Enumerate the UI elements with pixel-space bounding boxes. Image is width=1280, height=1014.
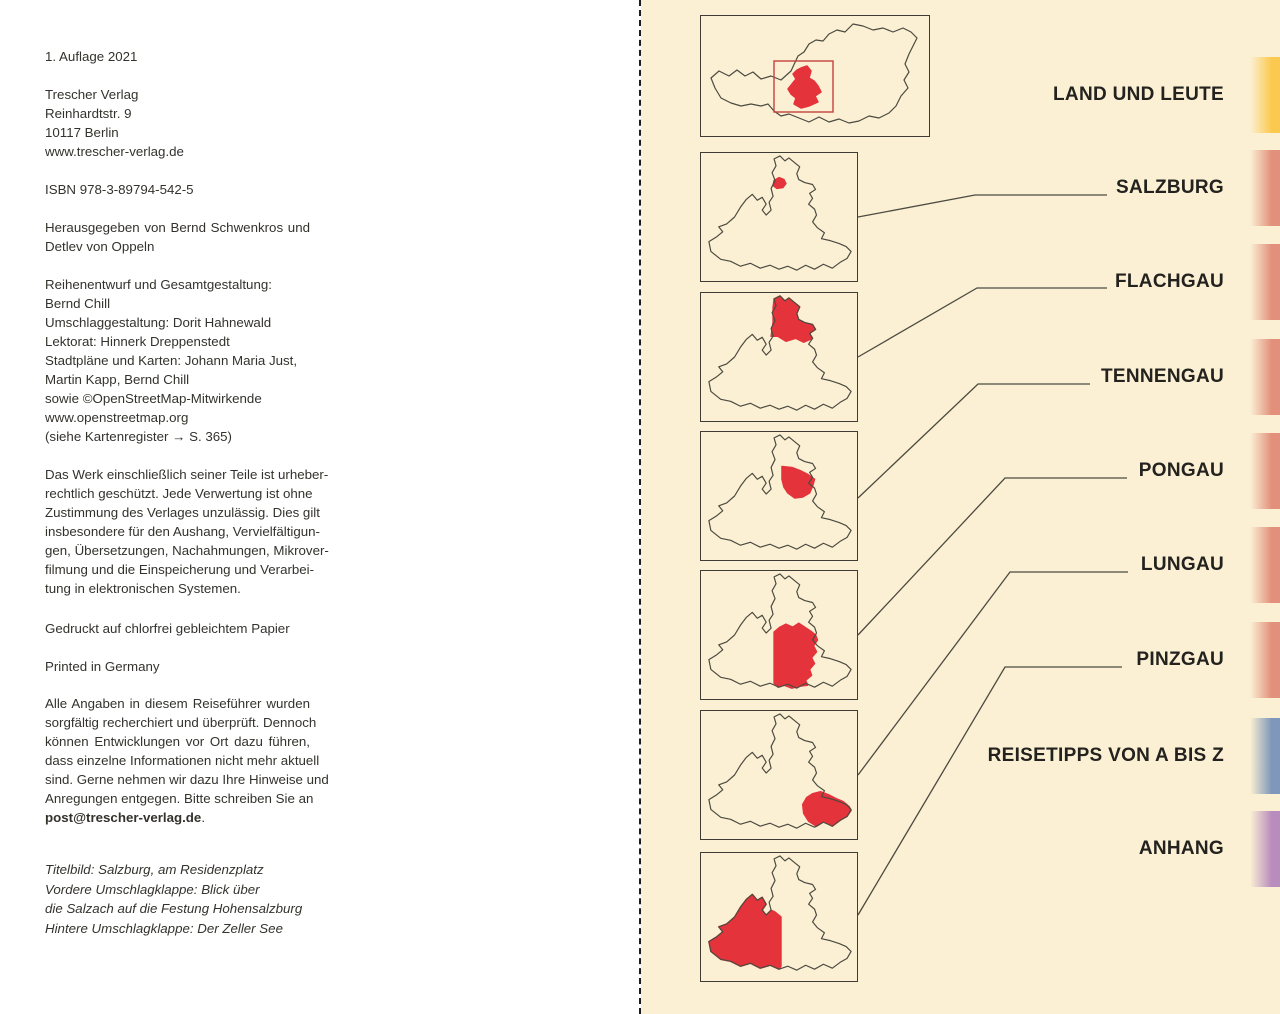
toc-label-salzburg: SALZBURG: [1116, 177, 1224, 198]
credits-line: Stadtpläne und Karten: Johann Maria Just,: [45, 353, 298, 368]
copyright-line: Das Werk einschließlich seiner Teile ist urheber-: [45, 467, 329, 482]
feedback-line: Alle Angaben in diesem Reiseführer wurden: [45, 696, 310, 711]
credits-line: www.openstreetmap.org: [45, 410, 189, 425]
thumb-tab-lungau: [1250, 527, 1280, 603]
credits: [45, 275, 310, 446]
thumb-tab-pinzgau: [1250, 622, 1280, 698]
feedback-paragraph: [45, 694, 329, 827]
cover-credit-line: Titelbild: Salzburg, am Residenzplatz: [45, 862, 264, 877]
feedback-line: können Entwicklungen vor Ort dazu führen,: [45, 734, 310, 749]
toc-label-lungau: LUNGAU: [1140, 554, 1224, 575]
cover-credit-line: Hintere Umschlagklappe: Der Zeller See: [45, 920, 283, 936]
copyright-line: gen, Übersetzungen, Nachahmungen, Mikrover-: [45, 543, 329, 558]
toc-label-pongau: PONGAU: [1138, 460, 1224, 481]
toc-label-flachgau: FLACHGAU: [1115, 271, 1224, 292]
map-lungau: [700, 710, 858, 840]
toc-label-anhang: ANHANG: [1138, 838, 1224, 859]
cover-photo-credits: [45, 860, 310, 938]
thumb-tab-land-und-leute: [1250, 57, 1280, 133]
copyright-line: tung in elektronischen Systemen.: [45, 581, 241, 596]
isbn: ISBN 978-3-89794-542-5: [45, 182, 194, 197]
toc-label-reisetipps: REISETIPPS VON A BIS Z: [987, 745, 1224, 766]
paper-note: Gedruckt auf chlorfrei gebleichtem Papier: [45, 621, 290, 636]
thumb-tab-salzburg: [1250, 150, 1280, 226]
credits-line: Umschlaggestaltung: Dorit Hahnewald: [45, 315, 272, 330]
sentence-end: .: [201, 810, 206, 825]
publisher-name: Trescher Verlag: [45, 87, 139, 102]
copyright-line: Zustimmung des Verlages unzulässig. Dies gilt: [45, 505, 320, 520]
feedback-line: Anregungen entgegen. Bitte schreiben Sie an: [45, 791, 314, 806]
map-tennengau: [700, 431, 858, 561]
copyright-paragraph: [45, 465, 329, 598]
cover-credit-line: Vordere Umschlagklappe: Blick über: [45, 881, 260, 897]
credits-line: Reihenentwurf und Gesamtgestaltung:: [45, 277, 272, 292]
toc-label-tennengau: TENNENGAU: [1100, 366, 1224, 387]
thumb-tab-tennengau: [1250, 339, 1280, 415]
feedback-email-line: [45, 808, 310, 827]
printed-note: Printed in Germany: [45, 659, 160, 674]
page-fold-dashed-line: [639, 0, 641, 1014]
map-salzburg-city: [700, 152, 858, 282]
feedback-line: sind. Gerne nehmen wir dazu Ihre Hinweise und: [45, 772, 329, 787]
copyright-line: filmung und die Einspeicherung und Verarbei-: [45, 562, 315, 577]
thumb-tab-pongau: [1250, 433, 1280, 509]
map-flachgau: [700, 292, 858, 422]
copyright-line: insbesondere für den Aushang, Vervielfältigun-: [45, 524, 320, 539]
editors: [45, 218, 310, 256]
toc-label-land-und-leute: LAND UND LEUTE: [1053, 84, 1224, 105]
editors-line: Detlev von Oppeln: [45, 239, 155, 254]
thumb-tab-flachgau: [1250, 244, 1280, 320]
editors-line: Herausgegeben von Bernd Schwenkros und: [45, 220, 310, 235]
map-austria-overview: [700, 15, 930, 137]
contact-email: post@trescher-verlag.de: [45, 810, 202, 825]
toc-label-pinzgau: PINZGAU: [1136, 649, 1224, 670]
publisher-city: 10117 Berlin: [45, 125, 119, 140]
publisher-address: [45, 85, 310, 161]
map-pongau: [700, 570, 858, 700]
credits-line: Martin Kapp, Bernd Chill: [45, 372, 190, 387]
copyright-line: rechtlich geschützt. Jede Verwertung ist ohne: [45, 486, 313, 501]
credits-line: Lektorat: Hinnerk Dreppenstedt: [45, 334, 230, 349]
credits-line: Bernd Chill: [45, 296, 111, 311]
thumb-tab-anhang: [1250, 811, 1280, 887]
edition-note: 1. Auflage 2021: [45, 49, 138, 64]
publisher-url: www.trescher-verlag.de: [45, 144, 184, 159]
map-pinzgau: [700, 852, 858, 982]
credits-line: sowie ©OpenStreetMap-Mitwirkende: [45, 391, 262, 406]
cover-credit-line: die Salzach auf die Festung Hohensalzburg: [45, 901, 303, 916]
flachgau-highlight: [771, 296, 815, 342]
publisher-street: Reinhardtstr. 9: [45, 106, 132, 121]
austria-outline: [711, 24, 917, 123]
lungau-highlight: [803, 792, 851, 826]
feedback-line: sorgfältig recherchiert und überprüft. Dennoch: [45, 715, 317, 730]
thumb-tab-reisetipps: [1250, 718, 1280, 794]
feedback-line: dass einzelne Informationen nicht mehr aktuell: [45, 753, 320, 768]
credits-line: (siehe Kartenregister → S. 365): [45, 429, 232, 444]
